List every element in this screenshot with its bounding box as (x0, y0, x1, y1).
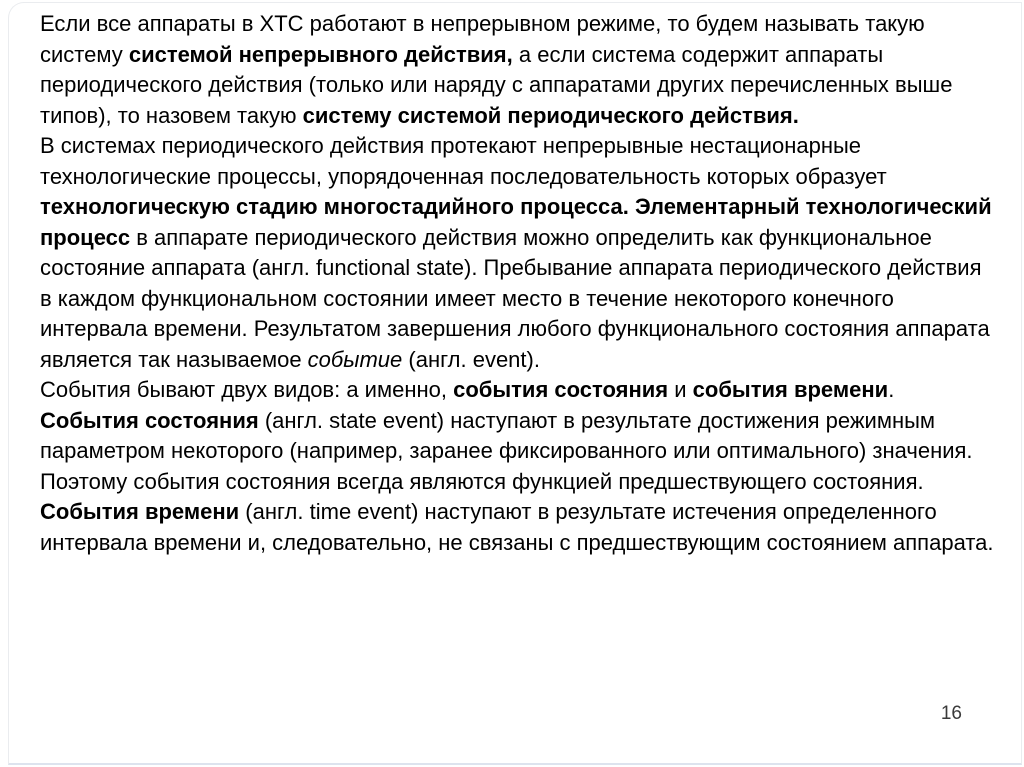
text-run: а если система содержит аппараты периодического действия (только или наряду с аппаратами других перечисленных выше типов), то назовем такую (40, 41, 953, 128)
text-run: и (668, 377, 693, 402)
text-run: систему системой периодического действия. (302, 102, 799, 128)
text-run: (англ. state event) наступают в результате достижения режимным параметром некоторого (например, заранее фиксированного или оптимального) значения. Поэтому события состояния всегда являются функцией предшествующего состояния. (40, 407, 973, 494)
text-run: (англ. event). (402, 346, 540, 372)
text-run: . (888, 377, 895, 402)
text-run: Если все аппараты в ХТС работают в непрерывном режиме, то будем называть такую систему (40, 11, 925, 67)
paragraph (40, 9, 998, 131)
paragraph (40, 497, 998, 558)
text-run: События бывают двух видов: а именно, (40, 377, 454, 402)
text-run: События времени (40, 499, 240, 524)
text-run: События состояния (40, 407, 259, 433)
paragraph (40, 131, 998, 375)
page-number: 16 (940, 703, 962, 724)
paragraph (40, 375, 998, 497)
text-run: системой непрерывного действия, (128, 41, 513, 67)
text-run: В системах периодического действия протекают непрерывные нестационарные технологические процессы, упорядоченная последовательность которых образует (40, 133, 887, 189)
text-run: (англ. time event) наступают в результате истечения определенного интервала времени и, следовательно, не связаны с предшествующим состоянием аппарата. (40, 499, 994, 555)
text-run: технологическую стадию многостадийного процесса. Элементарный технологический процесс (40, 194, 992, 250)
text-run: событие (307, 346, 403, 372)
text-run: события состояния (453, 377, 669, 402)
slide-text-block (40, 9, 998, 558)
text-run: в аппарате периодического действия можно определить как функциональное состояние аппарата (англ. functional state). Пребывание аппарата периодического действия в каждом функциональном состоянии имеет место в течение некоторого конечного интервала времени. Результатом завершения любого функционального состояния аппарата является так называемое (40, 224, 990, 372)
text-run: события времени (692, 377, 889, 402)
